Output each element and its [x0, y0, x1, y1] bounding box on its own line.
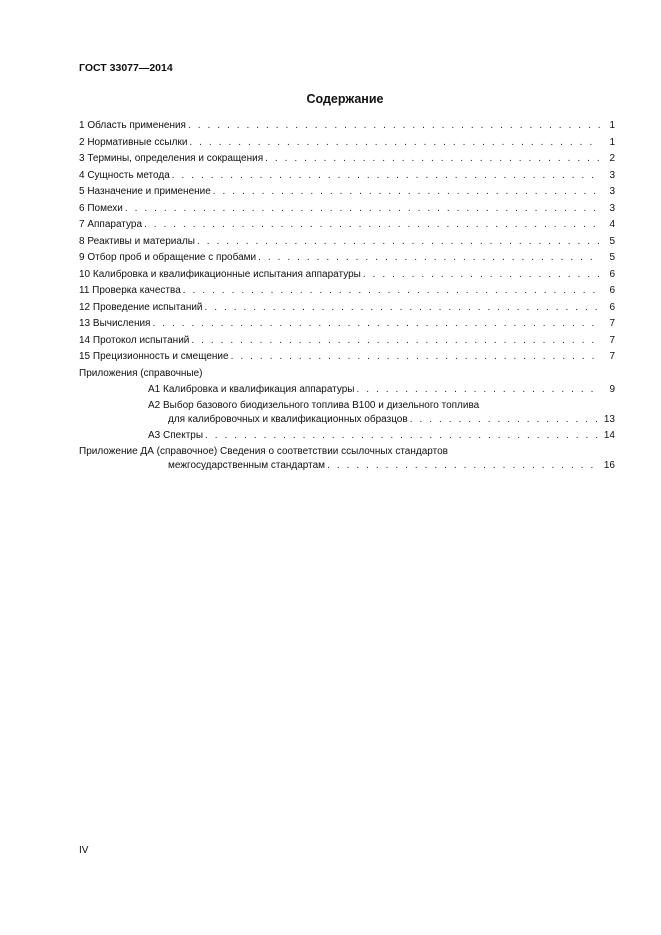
toc-entry-page: 7 — [609, 334, 615, 346]
toc-entry-page: 6 — [609, 285, 615, 296]
toc-entry[interactable] — [79, 234, 615, 251]
toc-entry-label: 11 Проверка качества — [79, 285, 181, 296]
toc-entry-label: для калибровочных и квалификационных образцов — [168, 413, 408, 425]
table-of-contents — [79, 118, 615, 474]
toc-entry[interactable] — [79, 316, 615, 333]
toc-leader-dots — [197, 234, 600, 251]
toc-entry-label: 12 Проведение испытаний — [79, 301, 203, 313]
toc-entry[interactable] — [79, 300, 615, 317]
toc-entry-page: 6 — [609, 268, 615, 280]
toc-entry[interactable] — [79, 217, 615, 234]
toc-leader-dots — [363, 267, 600, 284]
toc-entry-appendix-da-title[interactable]: Приложение ДА (справочное) Сведения о соответствии ссылочных стандартов — [79, 445, 448, 457]
toc-entry-label: 7 Аппаратура — [79, 219, 143, 230]
toc-entry-page: 5 — [609, 252, 615, 263]
toc-entry-appendix-a2-title[interactable]: А2 Выбор базового биодизельного топлива В100 и дизельного топлива — [148, 399, 480, 411]
toc-entry-page: 6 — [609, 301, 615, 313]
toc-entry-page: 1 — [609, 120, 615, 131]
toc-leader-dots — [191, 333, 600, 350]
toc-entry-label: межгосударственным стандартам — [168, 459, 326, 471]
toc-entry[interactable] — [79, 151, 615, 168]
toc-leader-dots — [205, 300, 600, 317]
toc-entry[interactable] — [79, 283, 615, 300]
toc-entry[interactable] — [79, 349, 615, 366]
toc-entry-label: 3 Термины, определения и сокращения — [79, 153, 264, 164]
toc-entry[interactable] — [79, 135, 615, 152]
toc-leader-dots — [357, 382, 601, 399]
toc-entry[interactable] — [79, 184, 615, 201]
toc-leader-dots — [188, 118, 600, 135]
toc-entry[interactable] — [79, 201, 615, 218]
toc-entry-label: А1 Калибровка и квалификация аппаратуры — [148, 384, 355, 395]
document-code: ГОСТ 33077—2014 — [79, 62, 173, 74]
toc-entry-label: 14 Протокол испытаний — [79, 334, 190, 346]
toc-leader-dots — [265, 151, 600, 168]
toc-leader-dots — [258, 250, 600, 267]
toc-entry-label: 4 Сущность метода — [79, 169, 170, 181]
toc-leader-dots — [172, 168, 600, 185]
toc-leader-dots — [205, 428, 600, 445]
toc-entry-appendix-a3[interactable] — [79, 428, 615, 445]
toc-leader-dots — [231, 349, 600, 366]
toc-entry-page: 4 — [609, 219, 615, 230]
toc-leader-dots — [183, 283, 600, 300]
toc-entry-label: 5 Назначение и применение — [79, 186, 211, 197]
toc-entry-appendix-a1[interactable] — [79, 382, 615, 399]
toc-entry-page: 1 — [609, 136, 615, 148]
toc-entry-page: 16 — [603, 459, 615, 471]
toc-entry-label: 8 Реактивы и материалы — [79, 235, 195, 247]
toc-entry-label: 15 Прецизионность и смещение — [79, 351, 229, 362]
toc-entry-appendix-a2[interactable] — [79, 412, 615, 429]
toc-leader-dots — [189, 135, 600, 152]
toc-entry-page: 2 — [609, 153, 615, 164]
toc-leader-dots — [152, 316, 600, 333]
page-number: IV — [79, 845, 89, 856]
toc-entry-page: 14 — [603, 430, 615, 441]
toc-entry-appendix-da[interactable] — [79, 458, 615, 475]
toc-entry-label: А3 Спектры — [148, 430, 204, 441]
toc-leader-dots — [213, 184, 600, 201]
toc-entry-label: 9 Отбор проб и обращение с пробами — [79, 252, 257, 263]
toc-entry-label: 6 Помехи — [79, 202, 123, 214]
toc-leader-dots — [125, 201, 600, 218]
toc-entry[interactable] — [79, 250, 615, 267]
toc-entry-page: 9 — [609, 384, 615, 395]
toc-leader-dots — [144, 217, 600, 234]
toc-entry-label: 10 Калибровка и квалификационные испытания аппаратуры — [79, 268, 361, 280]
toc-entry[interactable] — [79, 168, 615, 185]
toc-entry-page: 3 — [609, 202, 615, 214]
appendices-heading: Приложения (справочные) — [79, 367, 203, 379]
toc-entry-page: 7 — [609, 318, 615, 329]
toc-entry-label: 13 Вычисления — [79, 318, 151, 329]
toc-entry-page: 3 — [609, 169, 615, 181]
toc-entry-page: 5 — [609, 235, 615, 247]
toc-entry-label: 1 Область применения — [79, 120, 186, 131]
toc-entry-page: 3 — [609, 186, 615, 197]
toc-entry-label: 2 Нормативные ссылки — [79, 136, 188, 148]
toc-entry[interactable] — [79, 333, 615, 350]
toc-leader-dots — [410, 412, 600, 429]
toc-entry-page: 7 — [609, 351, 615, 362]
toc-leader-dots — [327, 458, 600, 475]
toc-entry[interactable] — [79, 267, 615, 284]
toc-entry[interactable] — [79, 118, 615, 135]
toc-entry-page: 13 — [603, 413, 615, 425]
page-title: Содержание — [306, 92, 384, 106]
